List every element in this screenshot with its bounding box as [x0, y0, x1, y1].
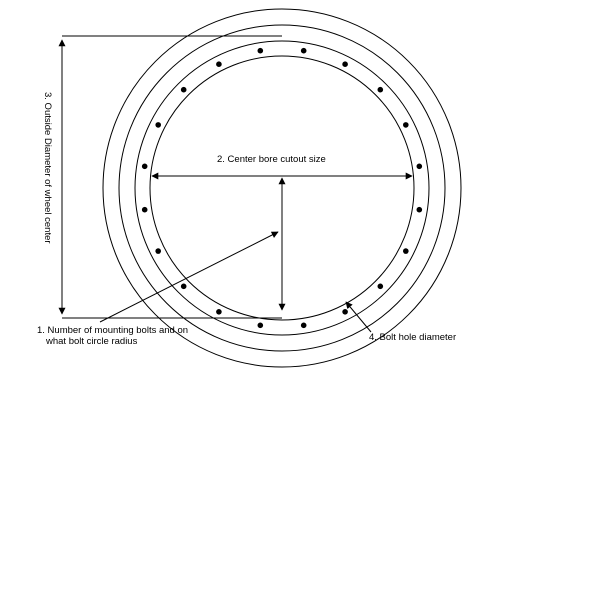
bolt-hole — [216, 309, 222, 315]
mounting-bolts-label-line1: 1. Number of mounting bolts and on — [37, 325, 189, 336]
bolt-hole — [258, 323, 264, 329]
bolt-hole — [403, 248, 409, 254]
bolt-hole — [142, 207, 148, 213]
bolt-hole-leader — [346, 302, 371, 332]
bolt-hole — [417, 164, 423, 170]
center-bore-label: 2. Center bore cutout size — [217, 154, 326, 165]
bolt-hole-label: 4. Bolt hole diameter — [369, 332, 457, 343]
mounting-bolts-label-line2: what bolt circle radius — [46, 336, 138, 347]
bolt-hole — [301, 323, 307, 329]
bolt-hole — [181, 284, 187, 290]
bolt-hole — [378, 284, 384, 290]
outside-diameter-label: 3. Outside Diameter of wheel center — [42, 92, 53, 244]
bolt-hole — [258, 48, 264, 54]
bolt-hole — [342, 61, 348, 67]
bolt-hole — [417, 207, 423, 213]
bolt-hole — [216, 61, 222, 67]
bolt-hole — [155, 122, 161, 128]
bolt-hole — [301, 48, 307, 54]
bolt-hole — [403, 122, 409, 128]
bolt-hole — [378, 87, 384, 93]
bolt-hole — [155, 248, 161, 254]
bolt-hole — [142, 164, 148, 170]
bolt-hole — [181, 87, 187, 93]
bolt-hole — [342, 309, 348, 315]
